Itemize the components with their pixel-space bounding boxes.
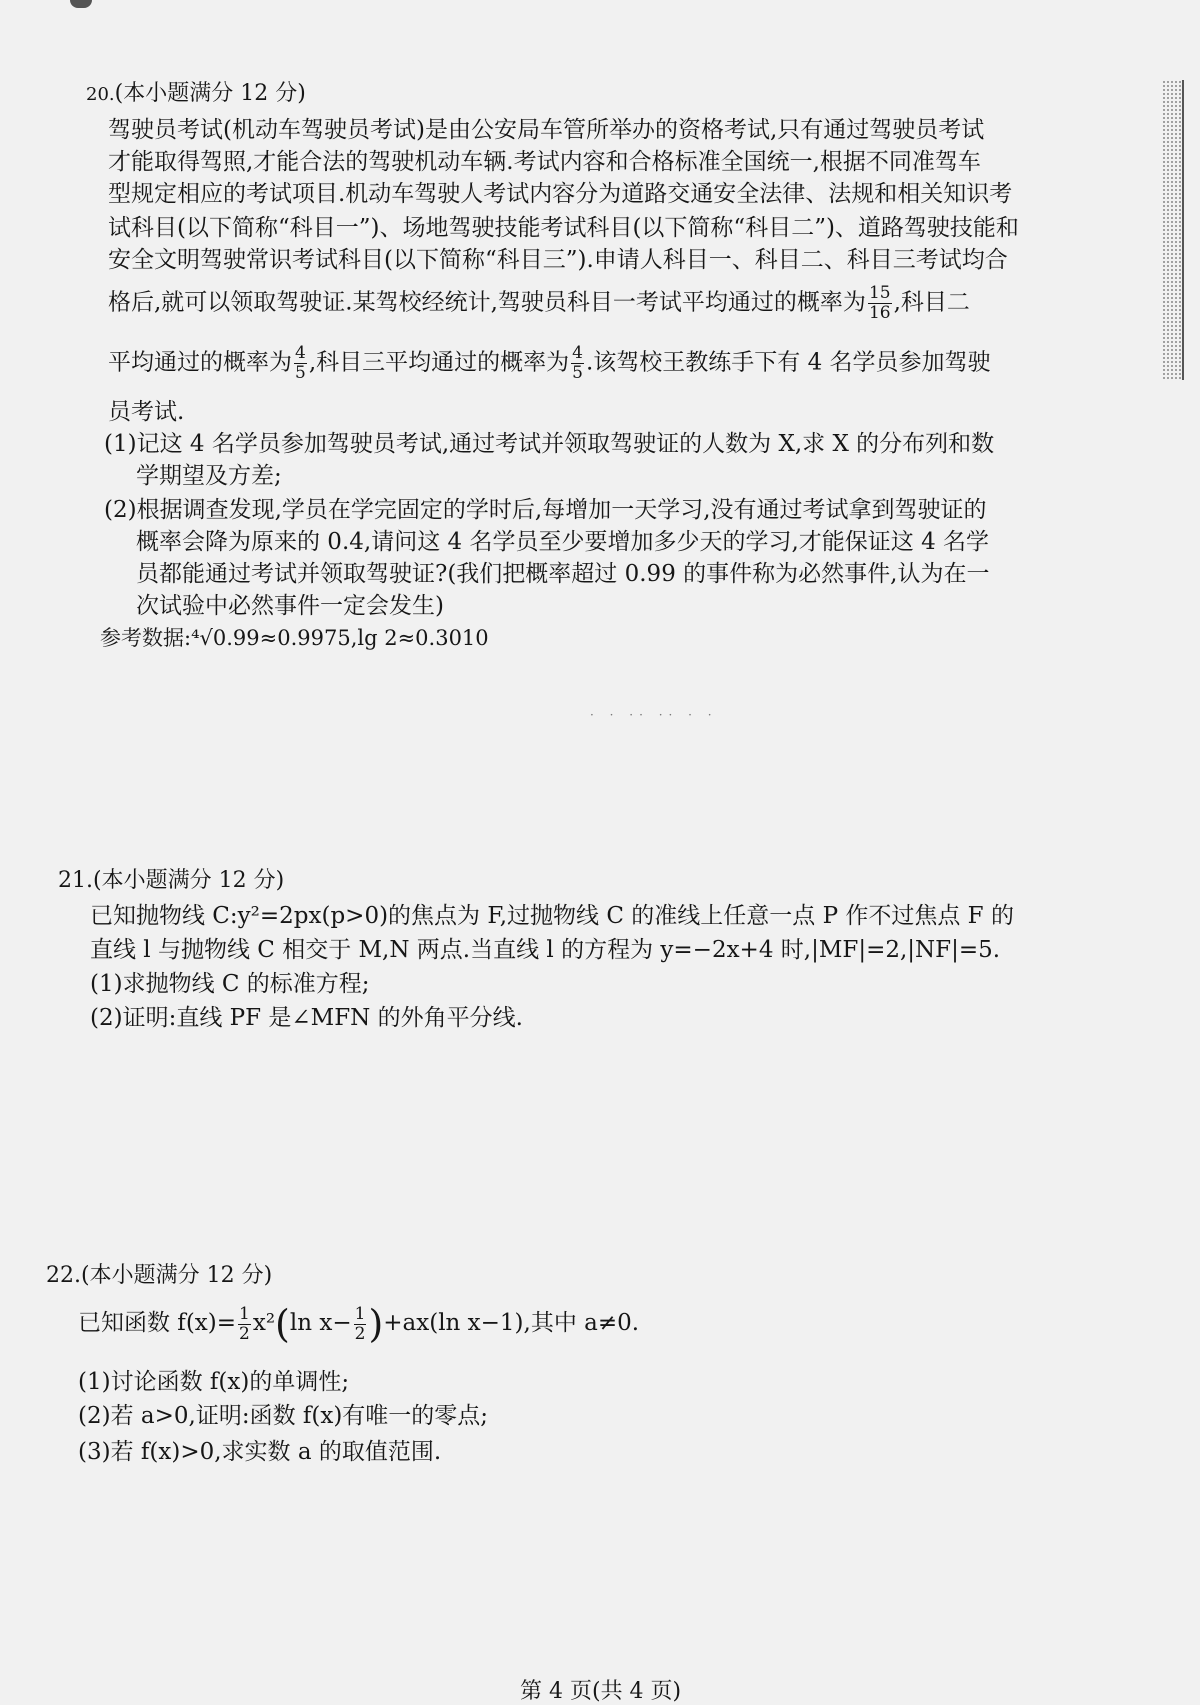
- q20-points: (本小题满分 12 分): [114, 81, 306, 106]
- q20-line-7-mid: ,科目三平均通过的概率为: [308, 349, 570, 376]
- q20-line-8: 员考试.: [108, 399, 185, 425]
- q20-line-5: 安全文明驾驶常识考试科目(以下简称“科目三”).申请人科目一、科目二、科目三考试均合: [108, 247, 1008, 273]
- frac2-numerator: 4: [295, 343, 306, 363]
- q22-number: 22.: [46, 1263, 81, 1288]
- q20-line-7-text: 平均通过的概率为: [108, 349, 292, 376]
- scan-edge-line: [1182, 80, 1184, 380]
- q20-sub-2d: 次试验中必然事件一定会发生): [136, 593, 444, 619]
- q20-line-4: 试科目(以下简称“科目一”)、场地驾驶技能考试科目(以下简称“科目二”)、道路驾驶技能和: [108, 215, 1019, 241]
- q21-line-2: 直线 l 与抛物线 C 相交于 M,N 两点.当直线 l 的方程为 y=−2x+4 时,|MF|=2,|NF|=5.: [90, 937, 1001, 963]
- q21-sub-2: (2)证明:直线 PF 是∠MFN 的外角平分线.: [90, 1005, 523, 1031]
- q20-line-6-text: 格后,就可以领取驾驶证.某驾校经统计,驾驶员科目一考试平均通过的概率为: [108, 289, 866, 316]
- scan-edge-pattern: [1162, 80, 1184, 380]
- q21-header: [58, 865, 284, 897]
- q22-sub-2: (2)若 a>0,证明:函数 f(x)有唯一的零点;: [78, 1403, 489, 1429]
- q20-line-7: [108, 344, 991, 383]
- fraction-4-5-b: [571, 344, 584, 383]
- frac3-denominator: 5: [572, 363, 583, 383]
- fraction-15-16: [868, 284, 892, 323]
- fraction-1-2-b: [354, 1305, 367, 1344]
- q22-function-prefix: 已知函数 f(x)=: [78, 1310, 237, 1336]
- q22-sub-3: (3)若 f(x)>0,求实数 a 的取值范围.: [78, 1439, 442, 1465]
- page-footer: 第 4 页(共 4 页): [520, 1679, 682, 1704]
- frac2-denominator: 5: [295, 363, 306, 383]
- half-denominator: 2: [239, 1323, 250, 1344]
- fraction-1-2-a: [238, 1305, 251, 1344]
- q22-ln-part: ln x−: [289, 1310, 352, 1336]
- q22-header: [46, 1260, 272, 1292]
- q20-sub-1a: (1)记这 4 名学员参加驾驶员考试,通过考试并领取驾驶证的人数为 X,求 X 的分布列和数: [104, 431, 995, 457]
- q21-line-1: 已知抛物线 C:y²=2px(p>0)的焦点为 F,过抛物线 C 的准线上任意一点 P 作不过焦点 F 的: [90, 903, 1014, 929]
- left-paren: (: [275, 1302, 290, 1346]
- q22-function-line: [78, 1304, 639, 1344]
- q20-number: 20.: [86, 84, 115, 105]
- half2-numerator: 1: [354, 1303, 366, 1324]
- fraction-4-5-a: [294, 344, 307, 383]
- q22-x-squared: x²: [252, 1310, 276, 1336]
- right-paren: ): [368, 1302, 384, 1346]
- frac3-numerator: 4: [572, 343, 583, 363]
- half2-denominator: 2: [354, 1323, 366, 1344]
- frac1-numerator: 15: [868, 283, 891, 303]
- q20-sub-2a: (2)根据调查发现,学员在学完固定的学时后,每增加一天学习,没有通过考试拿到驾驶证的: [104, 497, 987, 523]
- q20-line-6-tail: ,科目二: [893, 289, 970, 316]
- q21-points: (本小题满分 12 分): [93, 868, 285, 893]
- frac1-denominator: 16: [868, 303, 891, 323]
- q20-sub-1b: 学期望及方差;: [136, 463, 282, 489]
- q22-function-suffix: +ax(ln x−1),其中 a≠0.: [383, 1310, 640, 1336]
- q21-number: 21.: [58, 868, 93, 893]
- q20-sub-2b: 概率会降为原来的 0.4,请问这 4 名学员至少要增加多少天的学习,才能保证这 4 名学: [136, 529, 990, 555]
- q20-line-3: 型规定相应的考试项目.机动车驾驶人考试内容分为道路交通安全法律、法规和相关知识考: [108, 181, 1013, 207]
- q20-line-1: 驾驶员考试(机动车驾驶员考试)是由公安局车管所举办的资格考试,只有通过驾驶员考试: [108, 117, 985, 143]
- q20-line-6: [108, 284, 970, 323]
- scan-blot: [70, 0, 92, 8]
- q20-sub-2c: 员都能通过考试并领取驾驶证?(我们把概率超过 0.99 的事件称为必然事件,认为在一: [136, 561, 990, 587]
- q22-points: (本小题满分 12 分): [81, 1263, 273, 1288]
- q20-header: [86, 78, 306, 111]
- q20-line-2: 才能取得驾照,才能合法的驾驶机动车辆.考试内容和合格标准全国统一,根据不同准驾车: [108, 149, 981, 175]
- scan-noise: · · ·· ·· · ·: [590, 708, 718, 722]
- q22-sub-1: (1)讨论函数 f(x)的单调性;: [78, 1369, 350, 1395]
- q20-line-7-tail: .该驾校王教练手下有 4 名学员参加驾驶: [585, 349, 991, 376]
- q20-reference-data: 参考数据:⁴√0.99≈0.9975,lg 2≈0.3010: [100, 626, 489, 650]
- q21-sub-1: (1)求抛物线 C 的标准方程;: [90, 971, 370, 997]
- half-numerator: 1: [239, 1303, 250, 1324]
